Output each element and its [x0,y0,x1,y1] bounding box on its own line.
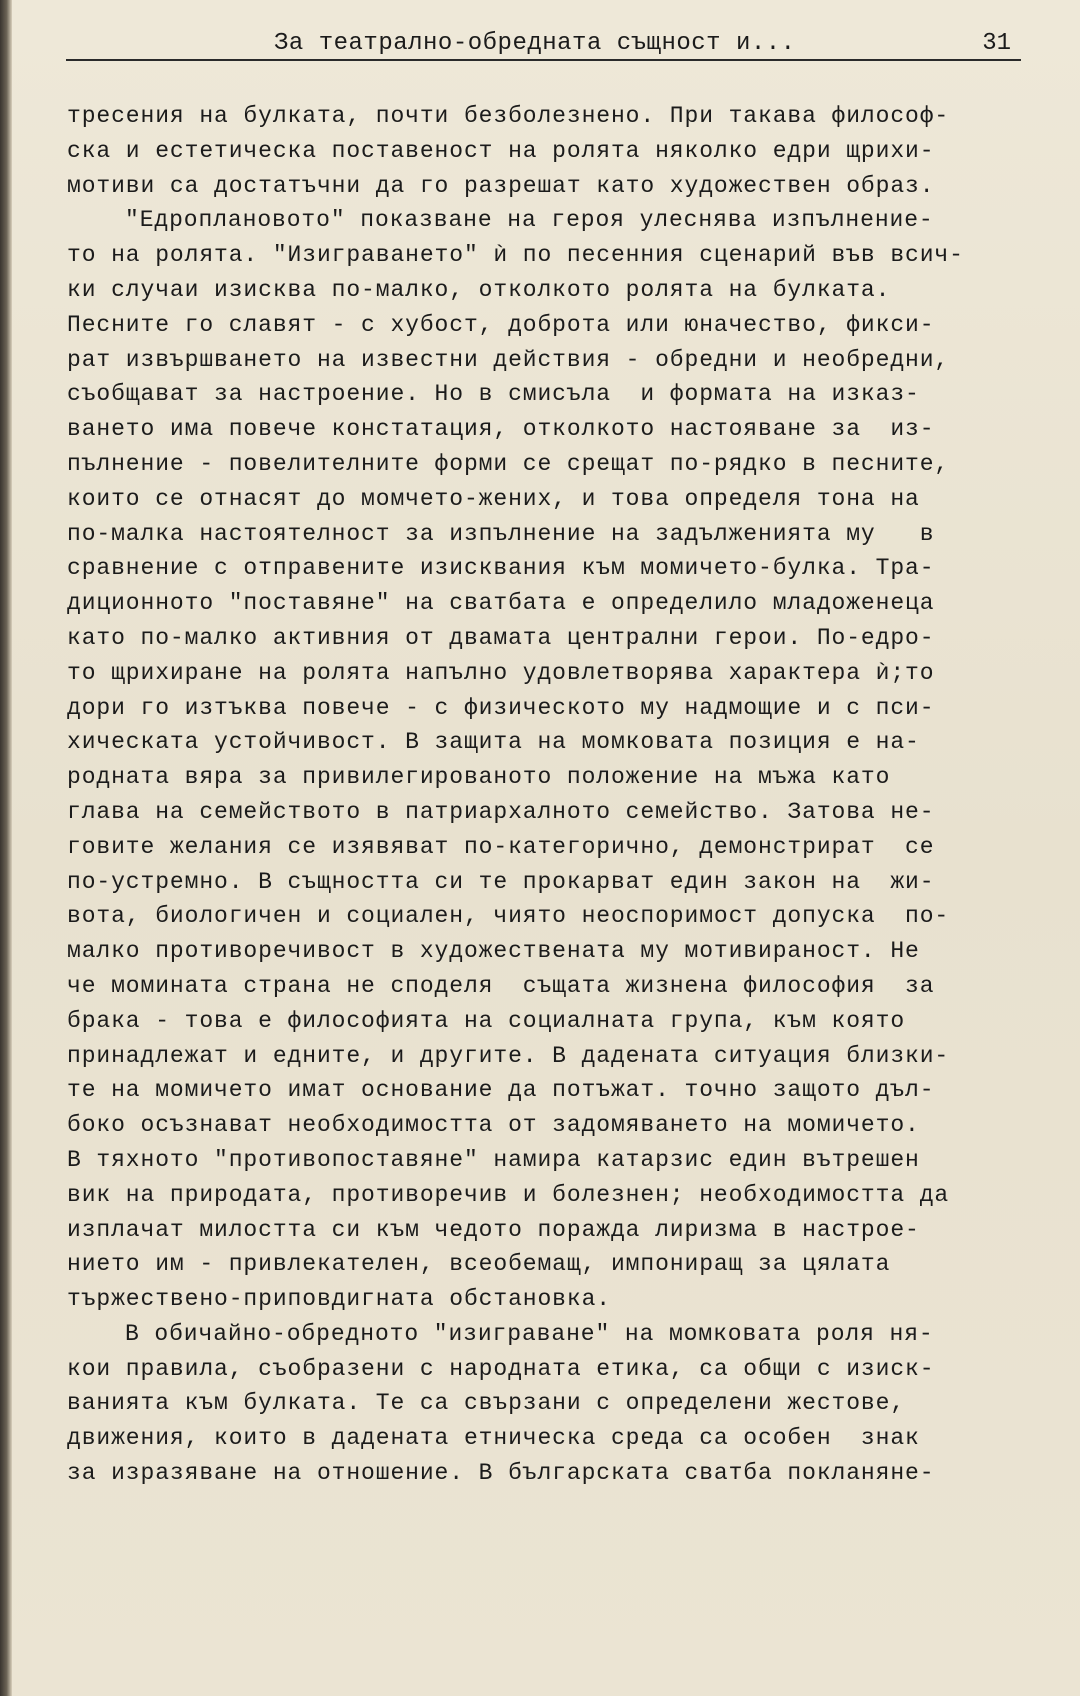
text-line: които се отнасят до момчето-жених, и това определя тона на [67,485,920,512]
text-line: изплачат милостта си към чедото поражда лиризма в настрое- [67,1216,920,1243]
text-line: вота, биологичен и социален, чиято неоспоримост допуска по- [67,903,950,930]
text-line: то на ролята. "Изиграването" ѝ по песенния сценарий във всич- [67,242,964,269]
text-line: диционното "поставяне" на сватбата е определило младоженеца [67,590,935,617]
text-line: малко противоречивост в художествената му мотивираност. Не [67,938,920,965]
text-line: тресения на булката, почти безболезнено. При такава философ- [67,103,950,129]
text-line: кои правила, съобразени с народната етика, са общи с изиск- [67,1355,935,1382]
header-rule [66,59,1021,61]
text-line: боко осъзнават необходимостта от задомяването на момичето. [67,1112,920,1139]
text-line: тържествено-приповдигната обстановка. [67,1286,611,1313]
text-line: ванията към булката. Те са свързани с определени жестове, [67,1390,906,1417]
text-line: движения, които в дадената етническа среда са особен знак [67,1425,920,1452]
text-line: като по-малко активния от двамата централни герои. По-едро- [67,624,935,651]
book-page [12,0,1080,1696]
text-line: "Едроплановото" показване на героя улеснява изпълнение- [125,207,934,234]
text-line: вик на природата, противоречив и болезнен; необходимостта да [67,1181,950,1208]
text-line: по-устремно. В същността си те прокарват един закон на жи- [67,868,935,895]
text-line: нието им - привлекателен, всеобемащ, импониращ за цялата [67,1251,891,1278]
text-line: глава на семейството в патриархалното семейство. Затова не- [67,798,935,825]
text-line: родната вяра за привилегированото положение на мъжа като [67,764,891,791]
text-line: то щрихиране на ролята напълно удовлетворява характера ѝ;то [67,659,935,686]
text-line: Песните го славят - с хубост, доброта или юначество, фикси- [67,311,935,338]
text-line: принадлежат и едните, и другите. В дадената ситуация близки- [67,1042,950,1069]
running-title: За театрално-обредната същност и... [274,30,796,57]
body-text [67,99,1052,1491]
text-line: ска и естетическа поставеност на ролята няколко едри щрихи- [67,137,935,164]
text-line: сравнение с отправените изисквания към момичето-булка. Тра- [67,555,935,582]
text-line: брака - това е философията на социалната група, към която [67,1007,906,1034]
text-line: ки случаи изисква по-малко, отколкото ролята на булката. [67,276,891,303]
text-line: пълнение - повелителните форми се срещат по-рядко в песните, [67,450,950,477]
text-line: по-малка настоятелност за изпълнение на задълженията му в [67,520,935,547]
page-number: 31 [982,30,1011,57]
text-line: дори го изтъква повече - с физическото му надмощие и с пси- [67,694,935,721]
text-line: те на момичето имат основание да потъжат. точно защото дъл- [67,1077,935,1104]
text-line: В обичайно-обредното "изиграване" на момковата роля ня- [125,1320,934,1347]
text-line: мотиви са достатъчни да го разрешат като художествен образ. [67,172,935,199]
text-line: за изразяване на отношение. В българската сватба покланяне- [67,1460,935,1487]
text-line: съобщават за настроение. Но в смисъла и формата на изказ- [67,381,920,408]
text-line: ването има повече констатация, отколкото настояване за из- [67,416,935,443]
text-line: рат извършването на известни действия - обредни и необредни, [67,346,950,373]
text-line: говите желания се изявяват по-категорично, демонстрират се [67,833,935,860]
page-header [66,26,1021,62]
book-spine-shadow [0,0,12,1696]
text-line: В тяхното "противопоставяне" намира катарзис един вътрешен [67,1146,920,1173]
text-line: че момината страна не споделя същата жизнена философия за [67,972,935,999]
text-line: хическата устойчивост. В защита на момковата позиция е на- [67,729,920,756]
